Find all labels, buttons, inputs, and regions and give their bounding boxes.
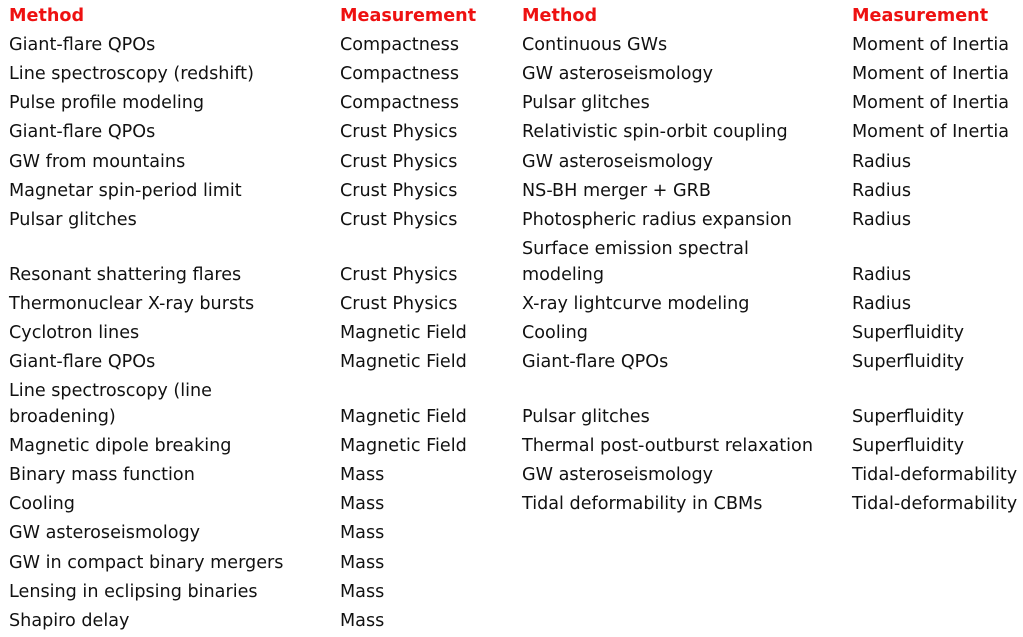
measurement-cell: Mass: [340, 552, 385, 573]
measurement-cell: Tidal-deformability: [852, 465, 1018, 486]
measurement-cell: Tidal-deformability: [852, 494, 1018, 515]
method-cell: GW asteroseismology: [522, 151, 714, 172]
measurement-cell: Magnetic Field: [340, 435, 467, 456]
table-row: [9, 460, 476, 489]
measurement-cell: Moment of Inertia: [852, 63, 1010, 84]
method-cell: Pulsar glitches: [9, 209, 137, 230]
table-row: [522, 30, 1017, 59]
table-row: [9, 376, 476, 431]
table-row: [9, 289, 476, 318]
measurement-cell: Magnetic Field: [340, 322, 467, 343]
measurement-cell: Radius: [852, 180, 911, 201]
table-row: [9, 147, 476, 176]
method-cell: Magnetic dipole breaking: [9, 435, 232, 456]
measurement-cell: Magnetic Field: [340, 406, 467, 427]
table-row: [522, 59, 1017, 88]
table-row: [522, 234, 1017, 289]
table-row: [522, 460, 1017, 489]
table-row: [522, 289, 1017, 318]
method-cell: Pulse profile modeling: [9, 93, 205, 114]
measurement-cell: Mass: [340, 494, 385, 515]
table-row: [9, 205, 476, 234]
table-row: [9, 176, 476, 205]
method-cell: GW in compact binary mergers: [9, 552, 284, 573]
measurement-cell: Radius: [852, 293, 911, 314]
method-cell: Pulsar glitches: [522, 406, 650, 427]
method-cell: Line spectroscopy (redshift): [9, 63, 254, 84]
table-row: [9, 606, 476, 635]
method-cell: Thermonuclear X-ray bursts: [9, 293, 255, 314]
method-cell: Resonant shattering flares: [9, 264, 242, 285]
method-cell: Giant-flare QPOs: [9, 34, 156, 55]
method-cell: GW from mountains: [9, 151, 186, 172]
table-row: [9, 519, 476, 548]
measurement-cell: Mass: [340, 465, 385, 486]
table-row: [522, 147, 1017, 176]
table-row: [9, 548, 476, 577]
measurement-cell: Superfluidity: [852, 406, 965, 427]
measurement-cell: Moment of Inertia: [852, 34, 1010, 55]
method-cell: Pulsar glitches: [522, 93, 650, 114]
method-cell: Shapiro delay: [9, 610, 130, 631]
measurement-cell: Radius: [852, 151, 911, 172]
method-cell: GW asteroseismology: [522, 465, 714, 486]
table-row: [9, 347, 476, 376]
measurement-cell: Magnetic Field: [340, 352, 467, 373]
table-row: [522, 431, 1017, 460]
method-cell: Cyclotron lines: [9, 322, 140, 343]
table-row: [9, 118, 476, 147]
table-row: [9, 30, 476, 59]
method-cell: GW asteroseismology: [522, 63, 714, 84]
table-row: [9, 577, 476, 606]
measurement-cell: Crust Physics: [340, 209, 458, 230]
table-row: [522, 318, 1017, 347]
measurement-cell: Crust Physics: [340, 180, 458, 201]
method-cell: Cooling: [9, 494, 75, 515]
table-row: [9, 318, 476, 347]
measurement-cell: Radius: [852, 209, 911, 230]
method-cell: Surface emission spectral modeling: [522, 239, 749, 285]
method-cell: Giant-flare QPOs: [9, 122, 156, 143]
table-row: [9, 88, 476, 117]
right-table-header: [522, 0, 1017, 30]
measurement-cell: Moment of Inertia: [852, 93, 1010, 114]
measurement-cell: Crust Physics: [340, 122, 458, 143]
measurement-cell: Superfluidity: [852, 435, 965, 456]
measurement-cell: Compactness: [340, 93, 460, 114]
measurement-cell: Crust Physics: [340, 293, 458, 314]
method-cell: Continuous GWs: [522, 34, 668, 55]
method-cell: GW asteroseismology: [9, 523, 201, 544]
method-column-header: Method: [9, 5, 85, 26]
measurement-cell: Radius: [852, 264, 911, 285]
left-method-table: [9, 0, 476, 635]
right-method-table: [522, 0, 1017, 519]
measurement-cell: Crust Physics: [340, 151, 458, 172]
table-row: [522, 118, 1017, 147]
measurement-column-header: Measurement: [340, 5, 477, 26]
measurement-cell: Crust Physics: [340, 264, 458, 285]
method-cell: Giant-flare QPOs: [9, 352, 156, 373]
method-cell: Tidal deformability in CBMs: [522, 494, 763, 515]
method-cell: NS-BH merger + GRB: [522, 180, 711, 201]
method-cell: Thermal post-outburst relaxation: [522, 435, 813, 456]
measurement-cell: Mass: [340, 523, 385, 544]
method-cell: Relativistic spin-orbit coupling: [522, 122, 788, 143]
method-cell: Giant-flare QPOs: [522, 352, 669, 373]
table-row: [9, 489, 476, 518]
measurement-cell: Compactness: [340, 63, 460, 84]
left-table-header: [9, 0, 476, 30]
method-cell: Photospheric radius expansion: [522, 209, 792, 230]
measurement-cell: Compactness: [340, 34, 460, 55]
table-row: [9, 59, 476, 88]
table-row: [522, 489, 1017, 518]
measurement-column-header: Measurement: [852, 5, 989, 26]
table-row: [9, 234, 476, 289]
table-row: [522, 176, 1017, 205]
method-cell: Binary mass function: [9, 465, 195, 486]
table-row: [9, 431, 476, 460]
table-row: [522, 376, 1017, 431]
measurement-cell: Superfluidity: [852, 352, 965, 373]
method-cell: Cooling: [522, 322, 588, 343]
measurement-cell: Mass: [340, 610, 385, 631]
measurement-cell: Superfluidity: [852, 322, 965, 343]
table-row: [522, 347, 1017, 376]
measurement-cell: Mass: [340, 581, 385, 602]
table-row: [522, 88, 1017, 117]
measurement-cell: Moment of Inertia: [852, 122, 1010, 143]
method-cell: X-ray lightcurve modeling: [522, 293, 750, 314]
method-column-header: Method: [522, 5, 598, 26]
method-cell: Lensing in eclipsing binaries: [9, 581, 258, 602]
method-cell: Magnetar spin-period limit: [9, 180, 242, 201]
table-row: [522, 205, 1017, 234]
method-cell: Line spectroscopy (line broadening): [9, 381, 212, 427]
